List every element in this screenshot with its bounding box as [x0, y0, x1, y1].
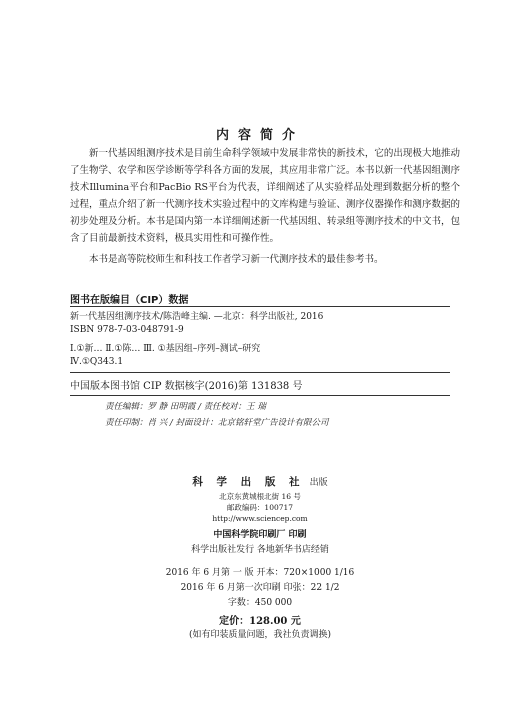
edition-line-2: 2016 年 6 月第一次印刷 印张：22 1/2: [180, 583, 340, 593]
cip-catalog: [70, 311, 323, 369]
quality-notice: (如有印装质量问题，我社负责调换): [188, 630, 332, 640]
publisher-website: http://www.sciencep.com: [212, 514, 308, 523]
production-credits: 责任印制：肖 兴 / 封面设计：北京铭轩堂广告设计有限公司: [105, 418, 329, 428]
cip-line-title: 新一代基因组测序技术/陈浩峰主编. —北京：科学出版社, 2016: [70, 312, 324, 322]
edition-block: [0, 566, 520, 611]
cip-line-classification: Ⅰ.①新… Ⅱ.①陈… Ⅲ. ①基因组–序列–测试–研究: [70, 344, 261, 354]
publisher-block: [0, 470, 520, 524]
intro-paragraph-2: 本书是高等院校师生和科技工作者学习新一代测序技术的最佳参考书。: [89, 254, 384, 265]
cip-line-isbn: ISBN 978-7-03-048791-9: [70, 325, 184, 335]
cip-top-rule: [70, 306, 450, 307]
price: 定价：128.00 元: [219, 616, 301, 627]
publisher-address: 北京东黄城根北街 16 号: [219, 492, 301, 501]
printer-block: [0, 528, 520, 558]
record-rule: [70, 395, 450, 396]
printer-name: 中国科学院印刷厂 印刷: [213, 530, 307, 540]
intro-text: [70, 145, 460, 268]
cip-record-number: 中国版本图书馆 CIP 数据核字(2016)第 131838 号: [70, 381, 303, 392]
section-title: 内容简介: [215, 128, 304, 143]
cip-heading: 图书在版编目（CIP）数据: [70, 295, 189, 306]
publisher-suffix: 出版: [309, 478, 328, 488]
publisher-name: 科 学 出 版 社: [192, 476, 305, 488]
cip-line-clc: Ⅳ.①Q343.1: [70, 357, 124, 367]
publisher-postcode: 邮政编码：100717: [226, 503, 294, 512]
word-count: 字数：450 000: [227, 598, 293, 608]
cip-bottom-rule: [70, 372, 450, 373]
editor-credits: 责任编辑：罗 静 田明霞 / 责任校对：王 瑞: [105, 402, 266, 412]
intro-paragraph-1: 新一代基因组测序技术是目前生命科学领域中发展非常快的新技术，它的出现极大地推动了生物学、农学和医学诊断等学科各方面的发展，其应用非常广泛。本书以新一代基因组测序技术Illumina平台和PacBio RS平台为代表，详细阐述了从实验样品处理到数据分析的整个过程，重点介绍了新一代测序技术实验过程中的文库构建与验证、测序仪器操作和测序数据的初步处理及分析。本书是国内第一本详细阐述新一代基因组、转录组等测序技术的中文书，包含了目前最新技术资料，极具实用性和可操作性。: [70, 148, 460, 244]
edition-line-1: 2016 年 6 月第 一 版 开本：720×1000 1/16: [165, 568, 355, 578]
distribution-info: 科学出版社发行 各地新华书店经销: [191, 545, 329, 555]
